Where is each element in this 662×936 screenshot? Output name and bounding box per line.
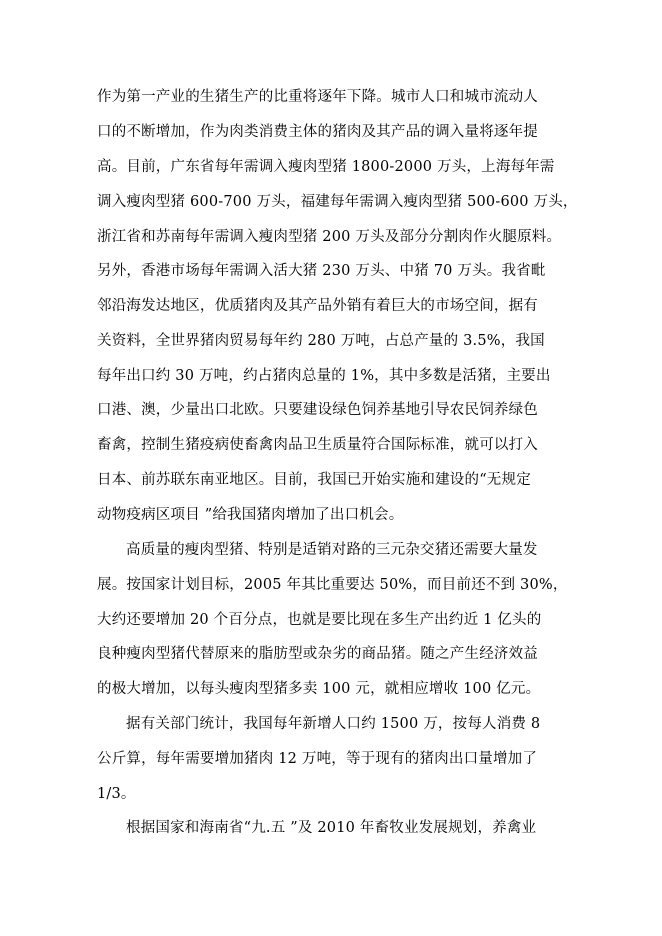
text-line: 关资料，全世界猪肉贸易每年约 280 万吨，占总产量的 3.5%，我国: [97, 333, 545, 349]
text-line: 邻沿海发达地区，优质猪肉及其产品外销有着巨大的市场空间，据有: [97, 298, 538, 314]
text-line: 另外，香港市场每年需调入活大猪 230 万头、中猪 70 万头。我省毗: [97, 263, 546, 279]
text-line: 作为第一产业的生猪生产的比重将逐年下降。城市人口和城市流动人: [97, 89, 538, 105]
text-line: 日本、前苏联东南亚地区。目前，我国已开始实施和建设的“无规定: [97, 472, 531, 488]
text-line: 口港、澳，少量出口北欧。只要建设绿色饲养基地引导农民饲养绿色: [97, 402, 538, 418]
text-line: 大约还要增加 20 个百分点，也就是要比现在多生产出约近 1 亿头的: [97, 612, 542, 628]
text-line: 据有关部门统计，我国每年新增人口约 1500 万，按每人消费 8: [126, 716, 541, 732]
text-line: 根据国家和海南省“九.五 ”及 2010 年畜牧业发展规划，养禽业: [126, 820, 537, 836]
text-line: 高。目前，广东省每年需调入瘦肉型猪 1800-2000 万头，上海每年需: [97, 159, 555, 175]
text-line: 高质量的瘦肉型猪、特别是适销对路的三元杂交猪还需要大量发: [126, 542, 538, 558]
text-line: 调入瘦肉型猪 600-700 万头，福建每年需调入瘦肉型猪 500-600 万头，: [97, 194, 578, 210]
text-line: 1/3。: [97, 786, 136, 802]
text-line: 展。按国家计划目标，2005 年其比重要达 50%，而目前还不到 30%，: [97, 577, 568, 593]
text-line: 畜禽，控制生猪疫病使畜禽肉品卫生质量符合国际标准，就可以打入: [97, 437, 538, 453]
text-line: 口的不断增加，作为肉类消费主体的猪肉及其产品的调入量将逐年提: [97, 124, 538, 140]
text-line: 浙江省和苏南每年需调入瘦肉型猪 200 万头及部分分割肉作火腿原料。: [97, 229, 562, 245]
text-line: 良种瘦肉型猪代替原来的脂肪型或杂劣的商品猪。随之产生经济效益: [97, 646, 538, 662]
text-line: 的极大增加，以每头瘦肉型猪多卖 100 元，就相应增收 100 亿元。: [97, 681, 541, 697]
text-line: 公斤算，每年需要增加猪肉 12 万吨，等于现有的猪肉出口量增加了: [97, 751, 538, 767]
text-line: 每年出口约 30 万吨，约占猪肉总量的 1%，其中多数是活猪，主要出: [97, 368, 551, 384]
text-line: 动物疫病区项目 ”给我国猪肉增加了出口机会。: [97, 507, 404, 523]
